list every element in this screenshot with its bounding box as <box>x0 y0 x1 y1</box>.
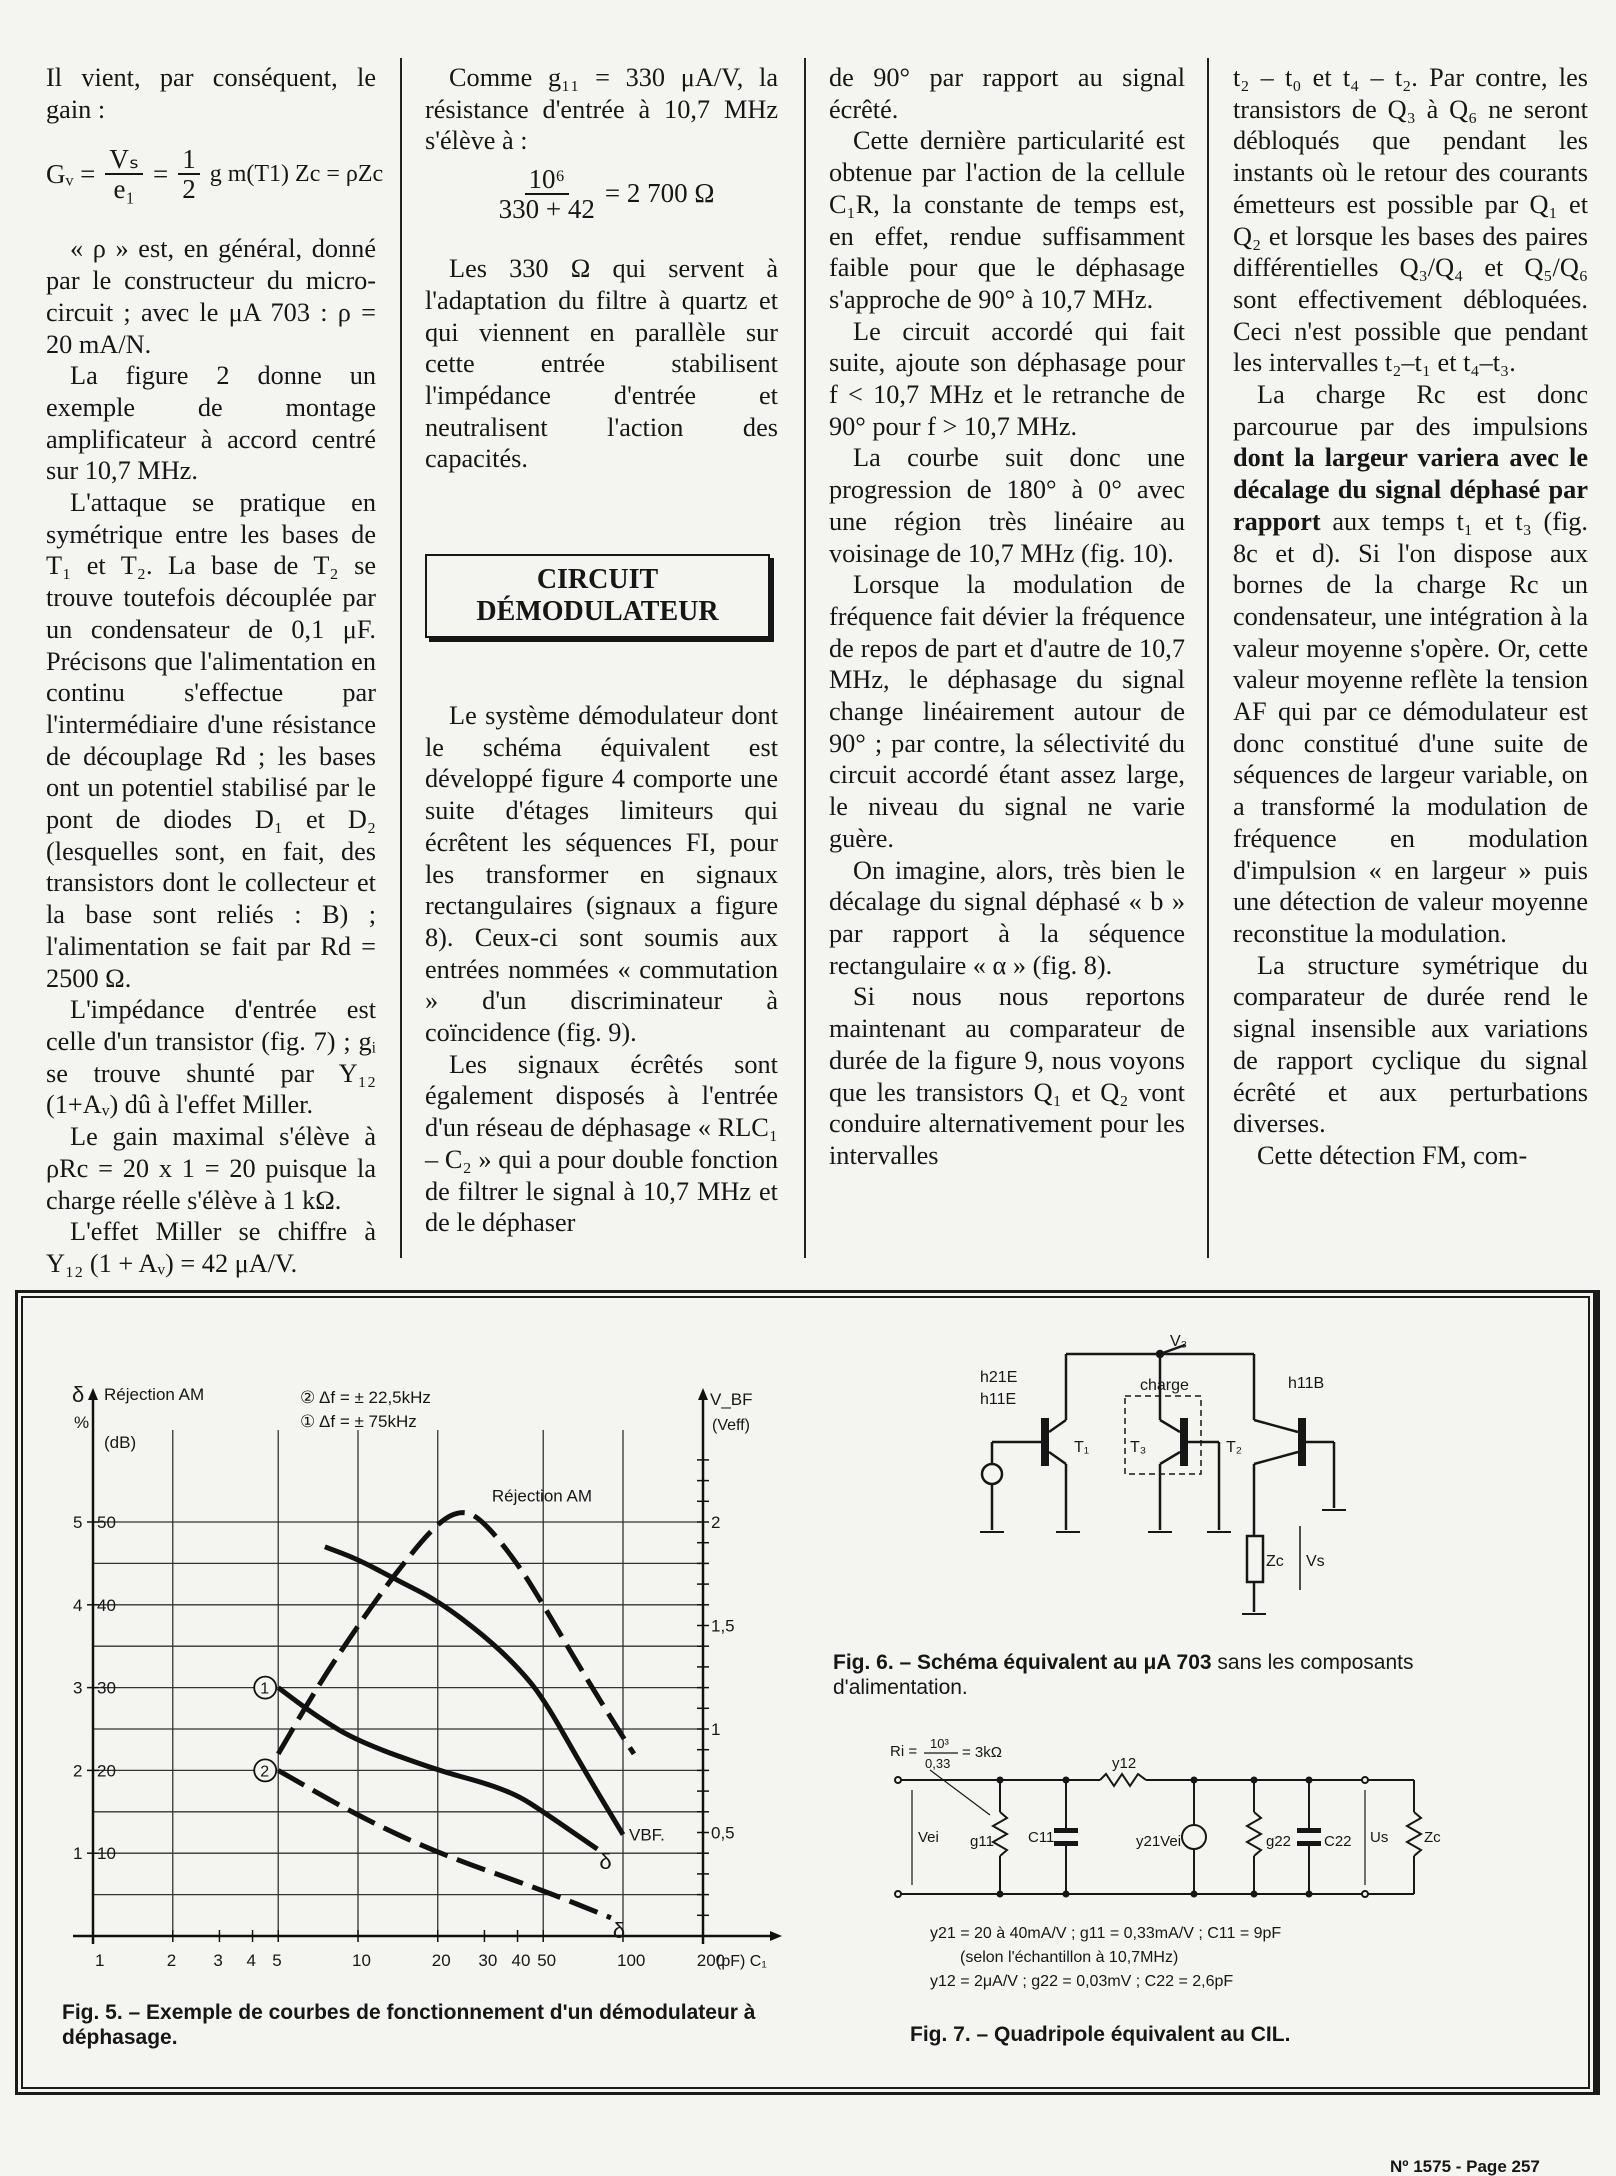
x-tick-label: 100 <box>617 1951 646 1970</box>
zc-resistor <box>1247 1536 1263 1582</box>
c22-capacitor <box>1297 1841 1321 1846</box>
paragraph: Lorsque la modulation de fréquence fait dévier la fréquence de repos de part et d'autre de 10,7 MHz, le déphasage du signal change linéairement autour de 90° ; par contre, la sélectivité du circuit accordé étant assez large, le niveau du signal ne varie guère. <box>829 570 1185 853</box>
x-tick-label: 40 <box>511 1951 531 1970</box>
us-label: Us <box>1370 1829 1389 1846</box>
y-left-tick-label-pct: 5 <box>73 1513 83 1532</box>
ground-symbols <box>980 1510 1346 1614</box>
paragraph: « ρ » est, en général, donné par le constructeur du micro-circuit ; avec le μA 703 : ρ = 20 mA/N. <box>46 234 376 359</box>
series-label: Réjection AM <box>491 1486 593 1506</box>
legend-entry-2: ② Δf = ± 22,5kHz <box>300 1388 431 1407</box>
caption-number: Fig. 6. – <box>833 1651 912 1674</box>
fig7-parameters <box>930 1922 1281 1994</box>
numerator: 1 <box>178 145 200 175</box>
series-end-label: δ <box>599 1849 612 1875</box>
y21vei-label: y21Vei <box>1136 1833 1182 1850</box>
left-axis-unit-db: (dB) <box>104 1433 137 1452</box>
zc-label: Zc <box>1266 1553 1284 1570</box>
paragraph: Il vient, par conséquent, le gain : <box>46 63 376 124</box>
numerator: Vₛ <box>105 145 143 175</box>
denominator: 2 <box>182 174 196 205</box>
paragraph: Le circuit accordé qui fait suite, ajoute son déphasage pour f < 10,7 MHz et le retranche de 90° pour f > 10,7 MHz. <box>829 316 1185 441</box>
paragraph: Comme g₁₁ = 330 μA/V, la résistance d'entrée à 10,7 MHz s'élève à : <box>425 63 778 156</box>
charge-label: charge <box>1140 1377 1189 1394</box>
fig7-labels <box>890 1736 1441 1850</box>
g22-label: g22 <box>1266 1833 1292 1850</box>
ri-label: Ri = <box>890 1743 918 1760</box>
y-left-tick-label-db: 50 <box>97 1513 116 1532</box>
numerator: 10⁶ <box>525 165 569 195</box>
fig6-caption <box>833 1650 1553 1700</box>
caption-text: Exemple de courbes de fonctionnement d'un démodulateur à déphasage. <box>62 2001 756 2049</box>
denominator: 330 + 42 <box>498 194 595 225</box>
caption-number: Fig. 5. – <box>62 2001 141 2024</box>
x-tick-label: 4 <box>246 1951 257 1970</box>
denominator: e₁ <box>113 174 135 205</box>
text-run: La charge Rc est donc parcourue par des impulsions <box>1233 380 1588 441</box>
x-tick-label: 1 <box>95 1951 105 1970</box>
formula-lhs: Gᵥ = <box>46 158 96 189</box>
bold-text-run: dont la largeur variera avec le décalage du signal déphasé par rapport <box>1233 443 1588 536</box>
series-end-label: δ <box>612 1917 626 1943</box>
c11-capacitor <box>1054 1841 1078 1846</box>
y-right-tick-label: 0,5 <box>711 1823 735 1843</box>
h11e-label: h11E <box>980 1391 1017 1408</box>
caption-text: Quadripole équivalent au CIL. <box>994 2023 1291 2046</box>
y12-resistor <box>1100 1774 1146 1786</box>
series-line <box>325 1547 623 1835</box>
paragraph: On imagine, alors, très bien le décalage du signal déphasé « b » par rapport à la séquence rectangulaire « α » (fig. 8). <box>829 855 1185 980</box>
paragraph: t₂ – t₀ et t₄ – t₂. Par contre, les transistors de Q₃ à Q₆ ne seront débloqués que pendant les instants où le retour des courants émetteurs est possible par Q₁ et Q₂ et lorsque les bases des paires différentielles Q₃/Q₄ et Q₅/Q₆ sont effectivement débloquées. Ceci n'est possible que pendant les intervalles t₂–t₁ et t₄–t₃. <box>1233 63 1588 378</box>
t1-base-bar <box>1041 1418 1049 1466</box>
y-right-tick-label: 2 <box>711 1513 721 1532</box>
paragraph: L'attaque se pratique en symétrique entre les bases de T₁ et T₂. La base de T₂ se trouve toutefois découplée par un condensateur de 0,1 μF. Précisons que l'alimentation en continu s'effectue par l'intermédiaire d'une résistance de découplage Rd ; les bases ont un potentiel stabilisé par le pont de diodes D₁ et D₂ (lesquelles sont, en fait, des transistors dont le collecteur et la base sont reliés : B) ; l'alimentation se fait par Rd = 2500 Ω. <box>46 488 376 993</box>
fig7-caption <box>910 2022 1510 2047</box>
zc-label: Zc <box>1424 1829 1441 1846</box>
delta-axis-symbol: δ <box>72 1382 85 1407</box>
y-left-tick-label-pct: 1 <box>73 1844 83 1864</box>
formula-rhs: g m(T1) Zc = ρZc <box>209 160 384 187</box>
right-axis-unit: (Veff) <box>712 1417 750 1434</box>
caption-number: Fig. 7. – <box>910 2023 989 2046</box>
ri-denominator: 0,33 <box>925 1756 951 1771</box>
c11-label: C11 <box>1028 1829 1055 1846</box>
left-axis-unit-pct: % <box>74 1413 90 1432</box>
y-axis-left-arrow <box>88 1388 98 1400</box>
left-axis-title: Réjection AM <box>104 1385 205 1404</box>
parameter-line: y21 = 20 à 40mA/V ; g11 = 0,33mA/V ; C11 = 9pF <box>930 1925 1282 1942</box>
h21e-label: h21E <box>980 1369 1018 1386</box>
y-left-tick-label-db: 30 <box>97 1678 116 1698</box>
x-tick-label: 2 <box>166 1951 177 1970</box>
right-axis-title: V_BF <box>710 1390 753 1409</box>
text-run: aux temps t₁ et t₃ (fig. 8c et d). Si l'on dispose aux bornes de la charge Rc un condensateur, une intégration à la valeur moyenne s'opère. Or, cette valeur moyenne reflète la tension AF qui par ce démodulateur est donc constitué d'une suite de séquences de largeur variable, on a transformé la modulation de fréquence en modulation d'impulsion « en largeur » puis une détection de valeur moyenne reconstitue la modulation. <box>1233 506 1588 948</box>
x-tick-label: 200 <box>696 1951 726 1970</box>
y-right-tick-label: 1 <box>711 1720 721 1739</box>
y-right-tick-label: 1,5 <box>711 1616 735 1636</box>
x-axis-label: (pF) C₁ <box>716 1953 767 1970</box>
v3-label: V₃ <box>1170 1333 1188 1350</box>
c22-label: C22 <box>1324 1833 1352 1850</box>
g11-resistor <box>993 1812 1007 1856</box>
current-source-icon <box>1182 1825 1206 1849</box>
ri-value: = 3kΩ <box>962 1744 1002 1761</box>
paragraph: La figure 2 donne un exemple de montage amplificateur à accord centré sur 10,7 MHz. <box>46 361 376 486</box>
y-left-tick-label-db: 10 <box>97 1844 116 1864</box>
paragraph: Cette détection FM, com- <box>1257 1140 1528 1170</box>
ri-numerator: 10³ <box>930 1736 949 1751</box>
formula-eq: = <box>153 158 169 189</box>
series-end-label: VBF. <box>629 1825 665 1845</box>
x-tick-label: 30 <box>478 1951 498 1970</box>
t3-base-bar <box>1180 1418 1188 1466</box>
y-left-tick-label-pct: 2 <box>73 1761 83 1781</box>
t2-label: T₂ <box>1226 1439 1242 1456</box>
caption-bold: Schéma équivalent au μA 703 <box>917 1651 1212 1674</box>
paragraph: Le gain maximal s'élève à ρRc = 20 x 1 = 20 puisque la charge réelle s'élève à 1 kΩ. <box>46 1122 376 1215</box>
series-line <box>278 1770 611 1917</box>
fig5-chart <box>73 1388 782 1970</box>
curve-marker-label: 2 <box>260 1763 270 1781</box>
paragraph: de 90° par rapport au signal écrêté. <box>829 63 1185 124</box>
paragraph: Si nous nous reportons maintenant au comparateur de durée de la figure 9, nous voyons que les transistors Q₁ et Q₂ vont conduire alternativement pour les intervalles <box>829 982 1185 1170</box>
curve-marker-label: 1 <box>260 1680 270 1698</box>
x-tick-label: 50 <box>537 1951 557 1970</box>
x-tick-label: 5 <box>272 1951 282 1970</box>
fig5-caption <box>62 2000 782 2050</box>
paragraph: La courbe suit donc une progression de 180° à 0° avec une région très linéaire au voisinage de 10,7 MHz (fig. 10). <box>829 443 1185 568</box>
paragraph: Le système démodulateur dont le schéma équivalent est développé figure 4 comporte une suite d'étages limiteurs qui écrêtent les séquences FI, pour les transformer en signaux rectangulaires (signaux a figure 8). Ceux-ci sont soumis aux entrées nommées « commutation » d'un discriminateur à coïncidence (fig. 9). <box>425 701 778 1048</box>
t1-label: T₁ <box>1074 1439 1090 1456</box>
x-tick-label: 20 <box>431 1951 451 1970</box>
paragraph: Les 330 Ω qui servent à l'adaptation du filtre à quartz et qui viennent en parallèle sur cette entrée stabilisent l'impédance d'entrée et neutralisent l'action des capacités. <box>425 254 778 474</box>
section-heading-line: CIRCUIT <box>536 564 659 595</box>
paragraph: L'effet Miller se chiffre à Y₁₂ (1 + Aᵥ) = 42 μA/V. <box>46 1217 376 1278</box>
paragraph: Cette dernière particularité est obtenue par l'action de la cellule C₁R, la constante de temps est, en effet, rendue suffisamment faible pour que le déphasage s'approche de 90° à 10,7 MHz. <box>829 126 1185 314</box>
y-left-tick-label-pct: 4 <box>73 1595 83 1615</box>
zc-resistor <box>1407 1812 1421 1856</box>
vs-label: Vs <box>1306 1553 1325 1570</box>
h11b-label: h11B <box>1288 1375 1325 1392</box>
formula-result: = 2 700 Ω <box>604 178 715 209</box>
section-heading-line: DÉMODULATEUR <box>476 596 719 627</box>
fig6-labels <box>980 1333 1325 1570</box>
caption-text: sans les composants d'alimentation. <box>833 1651 1414 1699</box>
y-left-tick-label-pct: 3 <box>73 1678 83 1698</box>
paragraph: La structure symétrique du comparateur de durée rend le signal insensible aux variations de rapport cyclique du signal écrêté et aux perturbations diverses. <box>1233 950 1588 1139</box>
g22-resistor <box>1247 1812 1261 1856</box>
x-axis-arrow <box>770 1931 782 1941</box>
paragraph: Les signaux écrêtés sont également disposés à l'entrée d'un réseau de déphasage « RLC₁ – C₂ » qui a pour double fonction de filtrer le signal à 10,7 MHz et de le déphaser <box>425 1049 778 1238</box>
paragraph: L'impédance d'entrée est celle d'un transistor (fig. 7) ; gᵢ se trouve shunté par Y₁₂ (1+Aᵥ) dû à l'effet Miller. <box>46 995 376 1120</box>
t3-label: T₃ <box>1130 1439 1147 1456</box>
t2-base-bar <box>1298 1418 1306 1466</box>
g11-label: g11 <box>970 1833 994 1850</box>
y-axis-right-arrow <box>698 1388 708 1400</box>
vei-label: Vei <box>918 1829 939 1846</box>
y-left-tick-label-db: 20 <box>97 1761 116 1781</box>
y12-label: y12 <box>1112 1755 1137 1772</box>
parameter-line: (selon l'échantillon à 10,7MHz) <box>960 1949 1179 1966</box>
y-left-tick-label-db: 40 <box>97 1595 116 1615</box>
x-tick-label: 3 <box>213 1951 223 1970</box>
x-tick-label: 10 <box>352 1951 371 1970</box>
legend-entry-1: ① Δf = ± 75kHz <box>300 1412 417 1431</box>
page-footer: Nº 1575 - Page 257 <box>1390 2157 1540 2176</box>
input-source-icon <box>982 1464 1002 1484</box>
parameter-line: y12 = 2μA/V ; g22 = 0,03mV ; C22 = 2,6pF <box>930 1973 1234 1990</box>
